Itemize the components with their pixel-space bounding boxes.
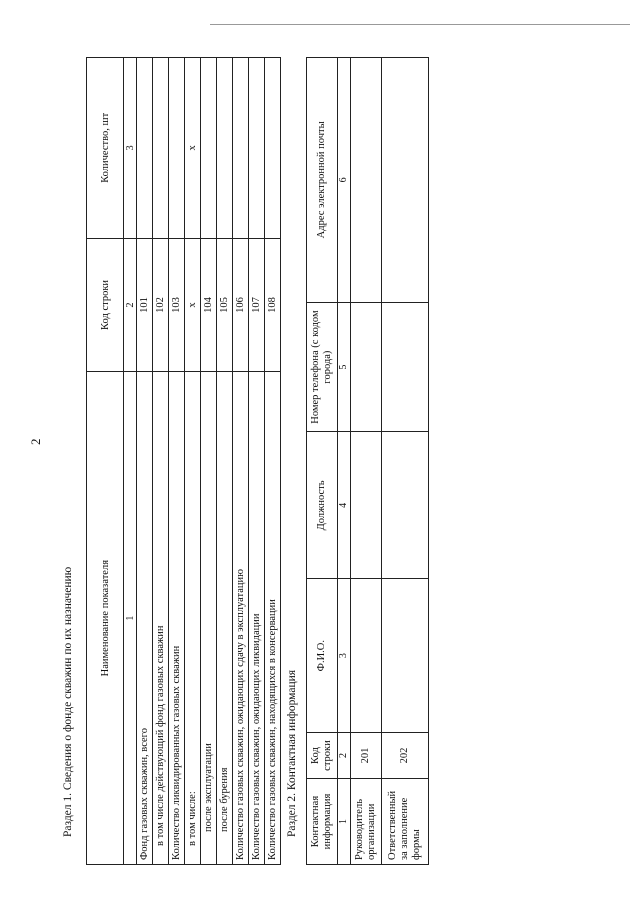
column-number-row — [338, 58, 351, 865]
line-code: 101 — [137, 238, 153, 372]
section1-title: Раздел 1. Сведения о фонде скважин по их назначению — [62, 566, 74, 837]
column-number: 4 — [338, 432, 351, 579]
line-code: 201 — [351, 733, 382, 779]
table-row — [351, 58, 382, 865]
header-full-name: Ф.И.О. — [307, 579, 338, 733]
quantity-cell[interactable] — [217, 58, 233, 239]
header-indicator-name: Наименование показателя — [87, 372, 124, 865]
column-number: 2 — [124, 238, 137, 372]
line-code: 106 — [233, 238, 249, 372]
header-quantity: Количество, шт — [87, 58, 124, 239]
email-cell[interactable] — [351, 58, 382, 303]
quantity-cell[interactable] — [249, 58, 265, 239]
indicator-name: в том числе: — [185, 372, 201, 865]
quantity-cell[interactable] — [137, 58, 153, 239]
header-email: Адрес электронной почты — [307, 58, 338, 303]
header-line-code: Код строки — [87, 238, 124, 372]
table-row — [265, 58, 281, 865]
contact-role: Руководитель организации — [351, 779, 382, 865]
table-row — [185, 58, 201, 865]
contact-info-table — [306, 57, 429, 865]
column-number: 6 — [338, 58, 351, 303]
page-number: 2 — [28, 438, 43, 445]
column-number-row — [124, 58, 137, 865]
line-code: 102 — [153, 238, 169, 372]
column-number: 2 — [338, 733, 351, 779]
full-name-cell[interactable] — [382, 579, 429, 733]
line-code: 202 — [382, 733, 429, 779]
indicator-name: после эксплуатации — [201, 372, 217, 865]
indicator-name: Количество ликвидированных газовых скважин — [169, 372, 185, 865]
contact-role: Ответственный за заполнение формы — [382, 779, 429, 865]
quantity-cell[interactable] — [201, 58, 217, 239]
table-row — [233, 58, 249, 865]
phone-cell[interactable] — [382, 302, 429, 432]
quantity-cell[interactable] — [153, 58, 169, 239]
line-code: 108 — [265, 238, 281, 372]
table-row — [137, 58, 153, 865]
header-line-code: Код строки — [307, 733, 338, 779]
phone-cell[interactable] — [351, 302, 382, 432]
table-row — [249, 58, 265, 865]
table-header-row — [307, 58, 338, 865]
column-number: 1 — [338, 779, 351, 865]
quantity-cell[interactable] — [265, 58, 281, 239]
indicator-name: в том числе действующий фонд газовых скважин — [153, 372, 169, 865]
column-number: 5 — [338, 302, 351, 432]
line-code: 104 — [201, 238, 217, 372]
header-position: Должность — [307, 432, 338, 579]
line-code: 103 — [169, 238, 185, 372]
line-code: 105 — [217, 238, 233, 372]
column-number: 3 — [124, 58, 137, 239]
indicator-name: Количество газовых скважин, находящихся в консервации — [265, 372, 281, 865]
column-number: 3 — [338, 579, 351, 733]
indicator-name: Количество газовых скважин, ожидающих ликвидации — [249, 372, 265, 865]
table-row — [217, 58, 233, 865]
position-cell[interactable] — [351, 432, 382, 579]
table-row — [169, 58, 185, 865]
column-number: 1 — [124, 372, 137, 865]
table-header-row — [87, 58, 124, 865]
section2-title: Раздел 2. Контактная информация — [286, 669, 298, 837]
indicator-name: после бурения — [217, 372, 233, 865]
position-cell[interactable] — [382, 432, 429, 579]
quantity-cell[interactable] — [233, 58, 249, 239]
table-row — [201, 58, 217, 865]
table-row — [153, 58, 169, 865]
quantity-cell[interactable] — [169, 58, 185, 239]
full-name-cell[interactable] — [351, 579, 382, 733]
header-phone: Номер телефона (с кодом города) — [307, 302, 338, 432]
indicator-name: Количество газовых скважин, ожидающих сдачу в эксплуатацию — [233, 372, 249, 865]
line-code: 107 — [249, 238, 265, 372]
line-code: x — [185, 238, 201, 372]
well-fund-table — [86, 57, 281, 865]
quantity-cell: x — [185, 58, 201, 239]
indicator-name: Фонд газовых скважин, всего — [137, 372, 153, 865]
email-cell[interactable] — [382, 58, 429, 303]
table-row — [382, 58, 429, 865]
scan-edge-line — [210, 24, 630, 25]
header-contact-info: Контактная информация — [307, 779, 338, 865]
